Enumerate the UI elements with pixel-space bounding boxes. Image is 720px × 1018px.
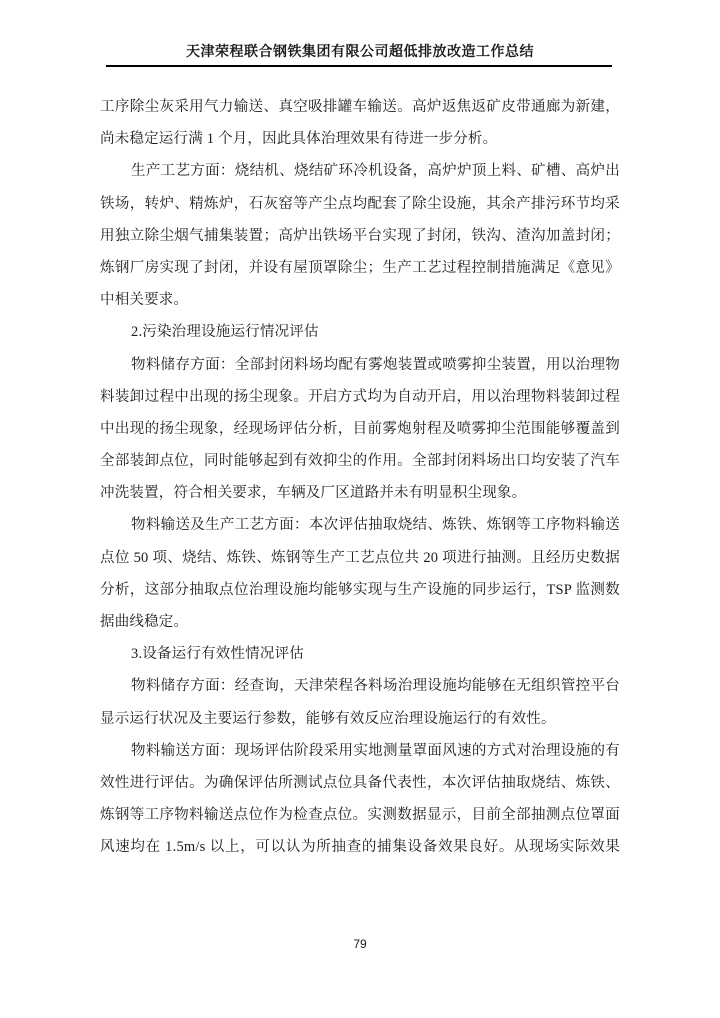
- text-line: 显示运行状况及主要运行参数，能够有效反应治理设施运行的有效性。: [100, 710, 556, 727]
- page-header-title: 天津荣程联合钢铁集团有限公司超低排放改造工作总结: [186, 43, 534, 59]
- text-line: 用独立除尘烟气捕集装置；高炉出铁场平台实现了封闭，铁沟、渣沟加盖封闭；: [100, 227, 620, 244]
- text-line: 据曲线稳定。: [100, 614, 189, 630]
- page-header: [100, 0, 620, 66]
- text-line: 中出现的扬尘现象，经现场评估分析，目前雾炮射程及喷雾抑尘范围能够覆盖到: [100, 420, 620, 437]
- text-line: 炼钢厂房实现了封闭，并设有屋顶罩除尘；生产工艺过程控制措施满足《意见》: [100, 259, 620, 276]
- text-line: 工序除尘灰采用气力输送、真空吸排罐车输送。高炉返焦返矿皮带通廊为新建，: [100, 99, 620, 115]
- text-line: 料装卸过程中出现的扬尘现象。开启方式均为自动开启，用以治理物料装卸过程: [100, 388, 620, 405]
- text-line: 物料输送及生产工艺方面：本次评估抽取烧结、炼铁、炼钢等工序物料输送: [131, 517, 620, 534]
- text-line: 中相关要求。: [100, 292, 189, 309]
- text-line: 物料输送方面：现场评估阶段采用实地测量罩面风速的方式对治理设施的有: [131, 742, 620, 759]
- page-number: 79: [353, 937, 367, 951]
- text-line: 分析，这部分抽取点位治理设施均能够实现与生产设施的同步运行，TSP 监测数: [100, 581, 620, 598]
- text-line: 炼钢等工序物料输送点位作为检查点位。实测数据显示，目前全部抽测点位罩面: [100, 807, 620, 824]
- document-body: [100, 91, 620, 864]
- text-line: 全部装卸点位，同时能够起到有效抑尘的作用。全部封闭料场出口均安装了汽车: [100, 453, 620, 470]
- text-line: 2.污染治理设施运行情况评估: [131, 324, 319, 341]
- text-line: 冲洗装置，符合相关要求，车辆及厂区道路并未有明显积尘现象。: [100, 485, 527, 502]
- text-line: 生产工艺方面：烧结机、烧结矿环冷机设备，高炉炉顶上料、矿槽、高炉出: [131, 163, 620, 180]
- text-line: 物料储存方面：全部封闭料场均配有雾炮装置或喷雾抑尘装置，用以治理物: [131, 356, 620, 373]
- text-line: 点位 50 项、烧结、炼铁、炼钢等生产工艺点位共 20 项进行抽测。且经历史数据: [100, 549, 620, 566]
- header-rule-divider: [106, 65, 612, 67]
- text-line: 物料储存方面：经查询，天津荣程各料场治理设施均能够在无组织管控平台: [131, 678, 620, 695]
- text-line: 铁场，转炉、精炼炉，石灰窑等产尘点均配套了除尘设施，其余产排污环节均采: [100, 195, 620, 212]
- text-line: 尚未稳定运行满 1 个月，因此具体治理效果有待进一步分析。: [100, 131, 498, 148]
- text-line: 风速均在 1.5m/s 以上，可以认为所抽查的捕集设备效果良好。从现场实际效果: [100, 839, 620, 856]
- text-line: 3.设备运行有效性情况评估: [131, 646, 304, 663]
- text-line: 效性进行评估。为确保评估所测试点位具备代表性，本次评估抽取烧结、炼铁、: [100, 774, 620, 791]
